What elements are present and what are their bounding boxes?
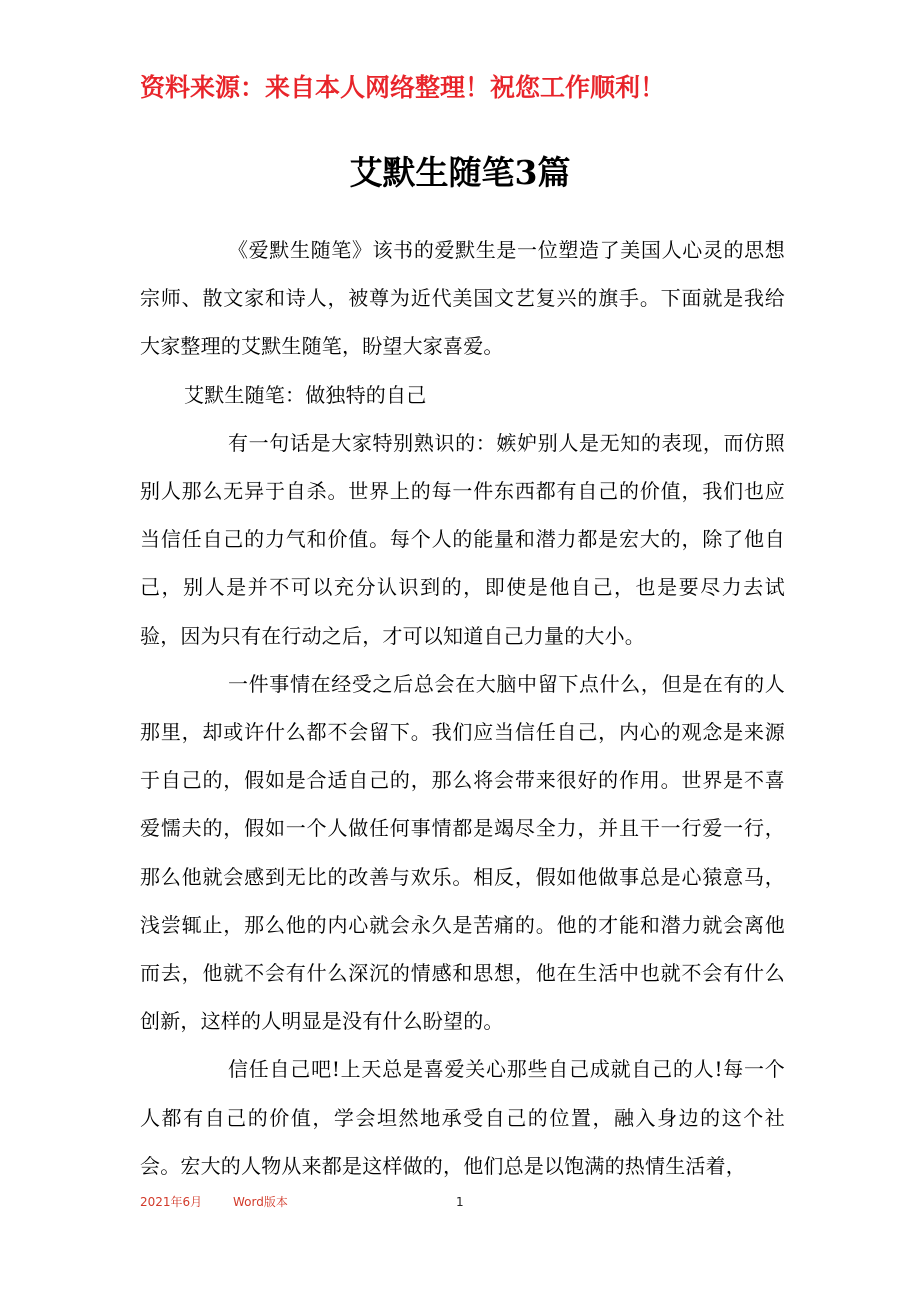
footer-version: Word版本 (233, 1195, 288, 1209)
page-footer (140, 1192, 785, 1212)
body-paragraph: 一件事情在经受之后总会在大脑中留下点什么，但是在有的人那里，却或许什么都不会留下。我们应当信任自己，内心的观念是来源于自己的，假如是合适自己的，那么将会带来很好的作用。世界是不喜爱懦夫的，假如一个人做任何事情都是竭尽全力，并且干一行爱一行，那么他就会感到无比的改善与欢乐。相反，假如他做事总是心猿意马，浅尝辄止，那么他的内心就会永久是苦痛的。他的才能和潜力就会离他而去，他就不会有什么深沉的情感和思想，他在生活中也就不会有什么创新，这样的人明显是没有什么盼望的。 (140, 671, 785, 1034)
page-number: 1 (456, 1195, 464, 1209)
document-title: 艾默生随笔3篇 (349, 153, 571, 192)
body-paragraph: 信任自己吧!上天总是喜爱关心那些自己成就自己的人!每一个人都有自己的价值，学会坦然地承受自己的位置，融入身边的这个社会。宏大的人物从来都是这样做的，他们总是以饱满的热情生活着， (140, 1057, 785, 1178)
body-paragraph: 有一句话是大家特别熟识的：嫉妒别人是无知的表现，而仿照别人那么无异于自杀。世界上的每一件东西都有自己的价值，我们也应当信任自己的力气和价值。每个人的能量和潜力都是宏大的，除了他自己，别人是并不可以充分认识到的，即使是他自己，也是要尽力去试验，因为只有在行动之后，才可以知道自己力量的大小。 (140, 430, 785, 648)
intro-paragraph: 《爱默生随笔》该书的爱默生是一位塑造了美国人心灵的思想宗师、散文家和诗人，被尊为近代美国文艺复兴的旗手。下面就是我给大家整理的艾默生随笔，盼望大家喜爱。 (140, 238, 785, 359)
source-banner: 资料来源：来自本人网络整理！祝您工作顺利！ (140, 73, 666, 102)
footer-date: 2021年6月 (140, 1195, 203, 1209)
section-subheading: 艾默生随笔：做独特的自己 (184, 382, 427, 407)
document-body (140, 226, 785, 1190)
